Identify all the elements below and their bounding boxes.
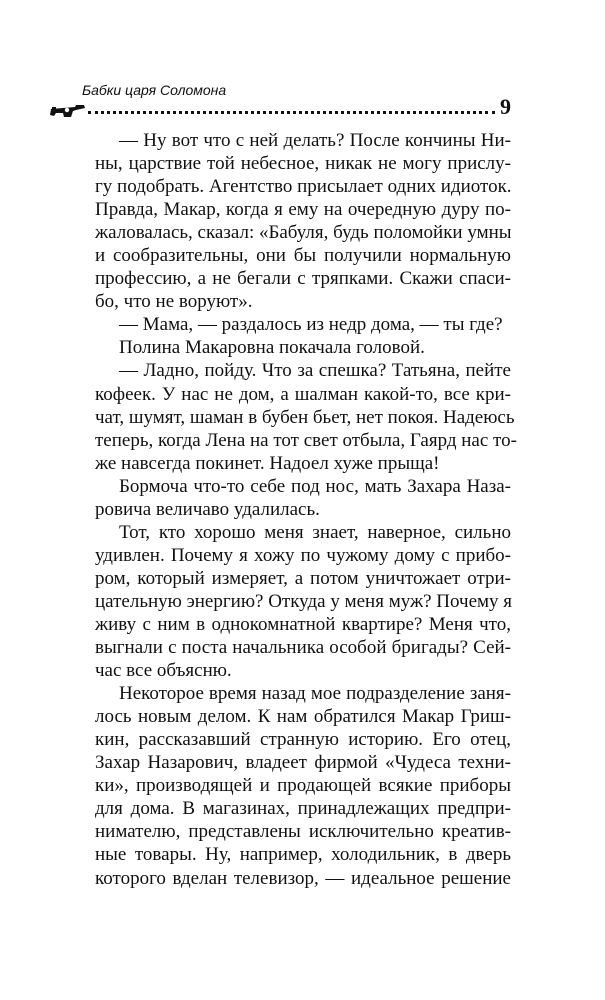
text-line: чат, шумят, шаман в бубен бьет, нет покоя. Надеюсь <box>95 406 515 428</box>
text-line: профессию, а не бегали с тряпками. Скажи спаси- <box>95 268 511 290</box>
text-line: живу с ним в однокомнатной квартире? Меня что, <box>95 613 511 635</box>
running-head-title: Бабки царя Соломона <box>82 82 227 98</box>
text-line: — Мама, — раздалось из недр дома, — ты где? <box>119 314 503 336</box>
revolver-icon <box>49 101 87 121</box>
text-line: лось новым делом. К нам обратился Макар Гриш- <box>95 706 511 728</box>
text-line: ны, царствие той небесное, никак не могу прислу- <box>95 153 511 175</box>
text-line: час все объясню. <box>95 660 232 682</box>
page-number: 9 <box>500 94 511 119</box>
text-line: ром, который измеряет, а потом уничтожает отри- <box>95 567 511 589</box>
text-line: нимателю, представлены исключительно креатив- <box>95 821 511 843</box>
text-line: жаловалась, сказал: «Бабуля, будь поломойки умны <box>95 222 512 244</box>
text-line: Правда, Макар, когда я ему на очередную дуру по- <box>95 199 511 221</box>
text-line: Некоторое время назад мое подразделение заня- <box>119 683 511 705</box>
header-dotted-rule <box>88 111 495 114</box>
text-line: же навсегда покинет. Надоел хуже прыща! <box>95 452 440 474</box>
text-line: гу подобрать. Агентство присылает одних идиоток. <box>95 176 512 198</box>
text-line: и сообразительны, они бы получили нормальную <box>95 245 511 267</box>
text-line: Полина Макаровна покачала головой. <box>119 337 425 359</box>
text-line: Бормоча что-то себе под нос, мать Захара Наза- <box>119 475 511 497</box>
text-line: бо, что не воруют». <box>95 291 253 313</box>
text-line: выгнали с поста начальника особой бригады? Сей- <box>95 637 511 659</box>
text-line: цательную энергию? Откуда у меня муж? Почему я <box>95 590 513 612</box>
text-line: теперь, когда Лена на тот свет отбыла, Гаярд нас то- <box>95 429 517 451</box>
text-line: ки», производящей и продающей всякие приборы <box>95 775 511 797</box>
text-line: ровича величаво удалилась. <box>95 498 320 520</box>
text-line: — Ладно, пойду. Что за спешка? Татьяна, пейте <box>119 360 511 382</box>
text-line: Тот, кто хорошо меня знает, наверное, сильно <box>119 521 511 543</box>
text-line: Захар Назарович, владеет фирмой «Чудеса техни- <box>95 752 511 774</box>
text-line: — Ну вот что с ней делать? После кончины Ни- <box>119 130 511 151</box>
text-line: ные товары. Ну, например, холодильник, в дверь <box>95 844 511 866</box>
text-line: кин, рассказавший странную историю. Его отец, <box>95 729 511 751</box>
text-line: кофеек. У нас не дом, а шалман какой-то, все кри- <box>95 383 511 405</box>
text-line: которого вделан телевизор, — идеальное решение <box>95 867 511 889</box>
text-line: для дома. В магазинах, принадлежащих предпри- <box>95 798 511 820</box>
text-line: удивлен. Почему я хожу по чужому дому с прибо- <box>95 544 511 566</box>
body-text <box>95 129 517 890</box>
